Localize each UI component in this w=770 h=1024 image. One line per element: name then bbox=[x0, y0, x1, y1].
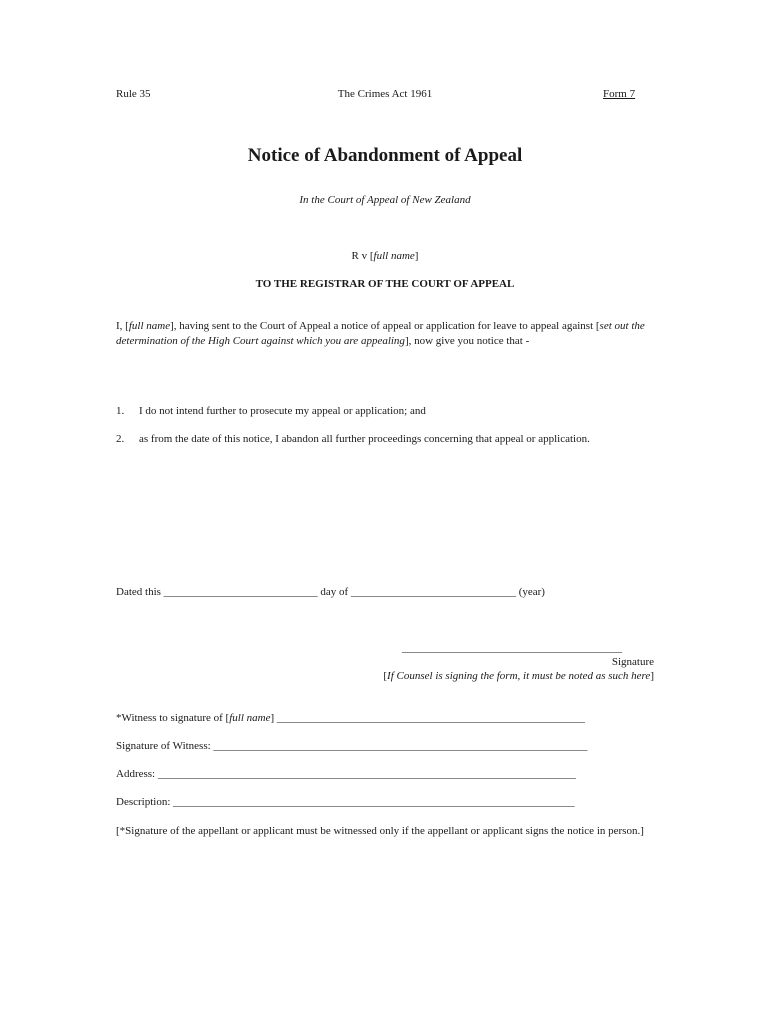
witness-prefix: *Witness to signature of [ bbox=[116, 712, 230, 724]
counsel-note bbox=[0, 670, 654, 682]
addressee: TO THE REGISTRAR OF THE COURT OF APPEAL bbox=[255, 278, 515, 290]
list-item-number: 2. bbox=[116, 433, 125, 445]
witness-name-placeholder: full name bbox=[229, 712, 271, 724]
footnote: [*Signature of the appellant or applicant must be witnessed only if the appellant or applicant signs the notice in person.] bbox=[116, 825, 644, 837]
body-part1: I, [ bbox=[116, 320, 129, 332]
signature-label: Signature bbox=[611, 656, 654, 668]
notice-paragraph bbox=[116, 319, 646, 348]
form-number: Form 7 bbox=[603, 88, 636, 100]
signature-field[interactable]: ________________________________________ bbox=[402, 642, 622, 654]
body-determination-placeholder: set out the determination of the High Court against which you are appealing bbox=[116, 320, 645, 347]
description-field[interactable]: Description: _________________________________________________________________________ bbox=[116, 796, 575, 808]
case-prefix: R v [ bbox=[351, 250, 374, 262]
court-name: In the Court of Appeal of New Zealand bbox=[299, 194, 471, 206]
list-item-text: I do not intend further to prosecute my appeal or application; and bbox=[139, 405, 426, 417]
witness-field[interactable] bbox=[116, 712, 585, 724]
body-part2: ], having sent to the Court of Appeal a notice of appeal or application for leave to appeal against [ bbox=[170, 320, 600, 332]
rule-number: Rule 35 bbox=[116, 88, 151, 100]
list-item-number: 1. bbox=[116, 405, 125, 417]
witness-suffix: ] ________________________________________________________ bbox=[270, 712, 585, 724]
body-part3: ], now give you notice that - bbox=[404, 334, 530, 347]
counsel-note-text: If Counsel is signing the form, it must be noted as such here bbox=[387, 670, 651, 682]
case-title bbox=[0, 250, 770, 262]
body-name-placeholder: full name bbox=[128, 320, 171, 332]
list-item bbox=[116, 404, 646, 419]
act-name: The Crimes Act 1961 bbox=[337, 88, 433, 100]
list-item bbox=[116, 432, 646, 447]
page-title: Notice of Abandonment of Appeal bbox=[247, 145, 523, 166]
address-field[interactable]: Address: ____________________________________________________________________________ bbox=[116, 768, 576, 780]
counsel-open: [ bbox=[383, 670, 388, 682]
counsel-close: ] bbox=[650, 670, 654, 682]
list-item-text: as from the date of this notice, I abandon all further proceedings concerning that appeal or application. bbox=[139, 433, 590, 445]
witness-signature-field[interactable]: Signature of Witness: ____________________________________________________________________ bbox=[116, 740, 588, 752]
case-name-placeholder: full name bbox=[373, 250, 415, 262]
case-suffix: ] bbox=[414, 250, 419, 262]
dated-field[interactable]: Dated this ____________________________ day of ______________________________ (year) bbox=[116, 586, 545, 598]
